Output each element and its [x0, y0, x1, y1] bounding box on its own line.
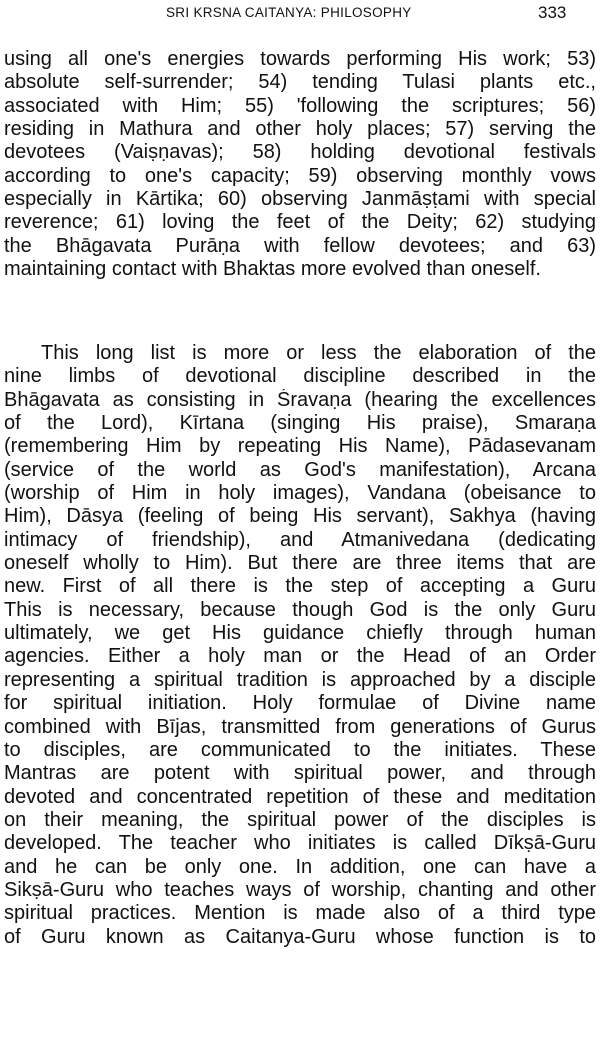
running-title: SRI KRSNA CAITANYA: PHILOSOPHY	[166, 5, 412, 20]
text-line: agencies. Either a holy man or the Head of an Order	[4, 645, 596, 668]
text-line: Him), Dāsya (feeling of being His servant), Sakhya (having	[4, 505, 596, 528]
text-line: residing in Mathura and other holy places; 57) serving the	[4, 118, 596, 141]
text-line: using all one's energies towards performing His work; 53)	[4, 48, 596, 70]
text-line: intimacy of friendship), and Atmanivedana (dedicating	[4, 528, 596, 551]
text-line: representing a spiritual tradition is approached by a disciple	[4, 668, 596, 691]
text-line: developed. The teacher who initiates is called Dīkṣā-Guru	[4, 832, 596, 855]
text-line: Bhāgavata as consisting in Śravaṇa (hearing the excellences	[4, 388, 596, 411]
text-line: to disciples, are communicated to the initiates. These	[4, 738, 596, 761]
running-head	[0, 3, 600, 25]
text-line: especially in Kārtika; 60) observing Janmāṣṭami with special	[4, 188, 596, 211]
text-line: (worship of Him in holy images), Vandana (obeisance to	[4, 482, 596, 505]
text-line: (service of the world as God's manifestation), Arcana	[4, 458, 596, 481]
text-line: according to one's capacity; 59) observing monthly vows	[4, 164, 596, 187]
text-line: of the Lord), Kīrtana (singing His praise), Smaraṇa	[4, 412, 596, 435]
text-line: new. First of all there is the step of accepting a Guru	[4, 575, 596, 598]
text-line: devotees (Vaiṣṇavas); 58) holding devotional festivals	[4, 141, 596, 164]
text-line: spiritual practices. Mention is made also of a third type	[4, 902, 596, 925]
text-line: for spiritual initiation. Holy formulae of Divine name	[4, 692, 596, 715]
text-line: ultimately, we get His guidance chiefly through human	[4, 622, 596, 645]
text-line: maintaining contact with Bhaktas more evolved than oneself.	[4, 258, 541, 281]
text-line: This long list is more or less the elaboration of the	[41, 342, 596, 364]
text-line: the Bhāgavata Purāṇa with fellow devotees; and 63)	[4, 234, 596, 257]
text-line: This is necessary, because though God is the only Guru	[4, 598, 596, 621]
text-line: and he can be only one. In addition, one can have a	[4, 855, 596, 878]
text-line: combined with Bījas, transmitted from generations of Gurus	[4, 715, 596, 738]
text-line: devoted and concentrated repetition of these and meditation	[4, 785, 596, 808]
text-line: Sikṣā-Guru who teaches ways of worship, chanting and other	[4, 878, 596, 901]
text-line: nine limbs of devotional discipline described in the	[4, 365, 596, 388]
text-line: (remembering Him by repeating His Name), Pādasevanam	[4, 435, 596, 458]
page-number: 333	[538, 3, 567, 22]
text-line: Mantras are potent with spiritual power, and through	[4, 762, 596, 785]
paragraph-2	[4, 342, 596, 949]
paragraph-1	[4, 48, 596, 281]
text-line: absolute self-surrender; 54) tending Tulasi plants etc.,	[4, 71, 596, 94]
text-line: associated with Him; 55) 'following the scriptures; 56)	[4, 94, 596, 117]
text-line: of Guru known as Caitanya-Guru whose function is to	[4, 925, 596, 948]
text-line: oneself wholly to Him). But there are three items that are	[4, 552, 596, 575]
text-line: on their meaning, the spiritual power of the disciples is	[4, 808, 596, 831]
text-line: reverence; 61) loving the feet of the Deity; 62) studying	[4, 211, 596, 234]
